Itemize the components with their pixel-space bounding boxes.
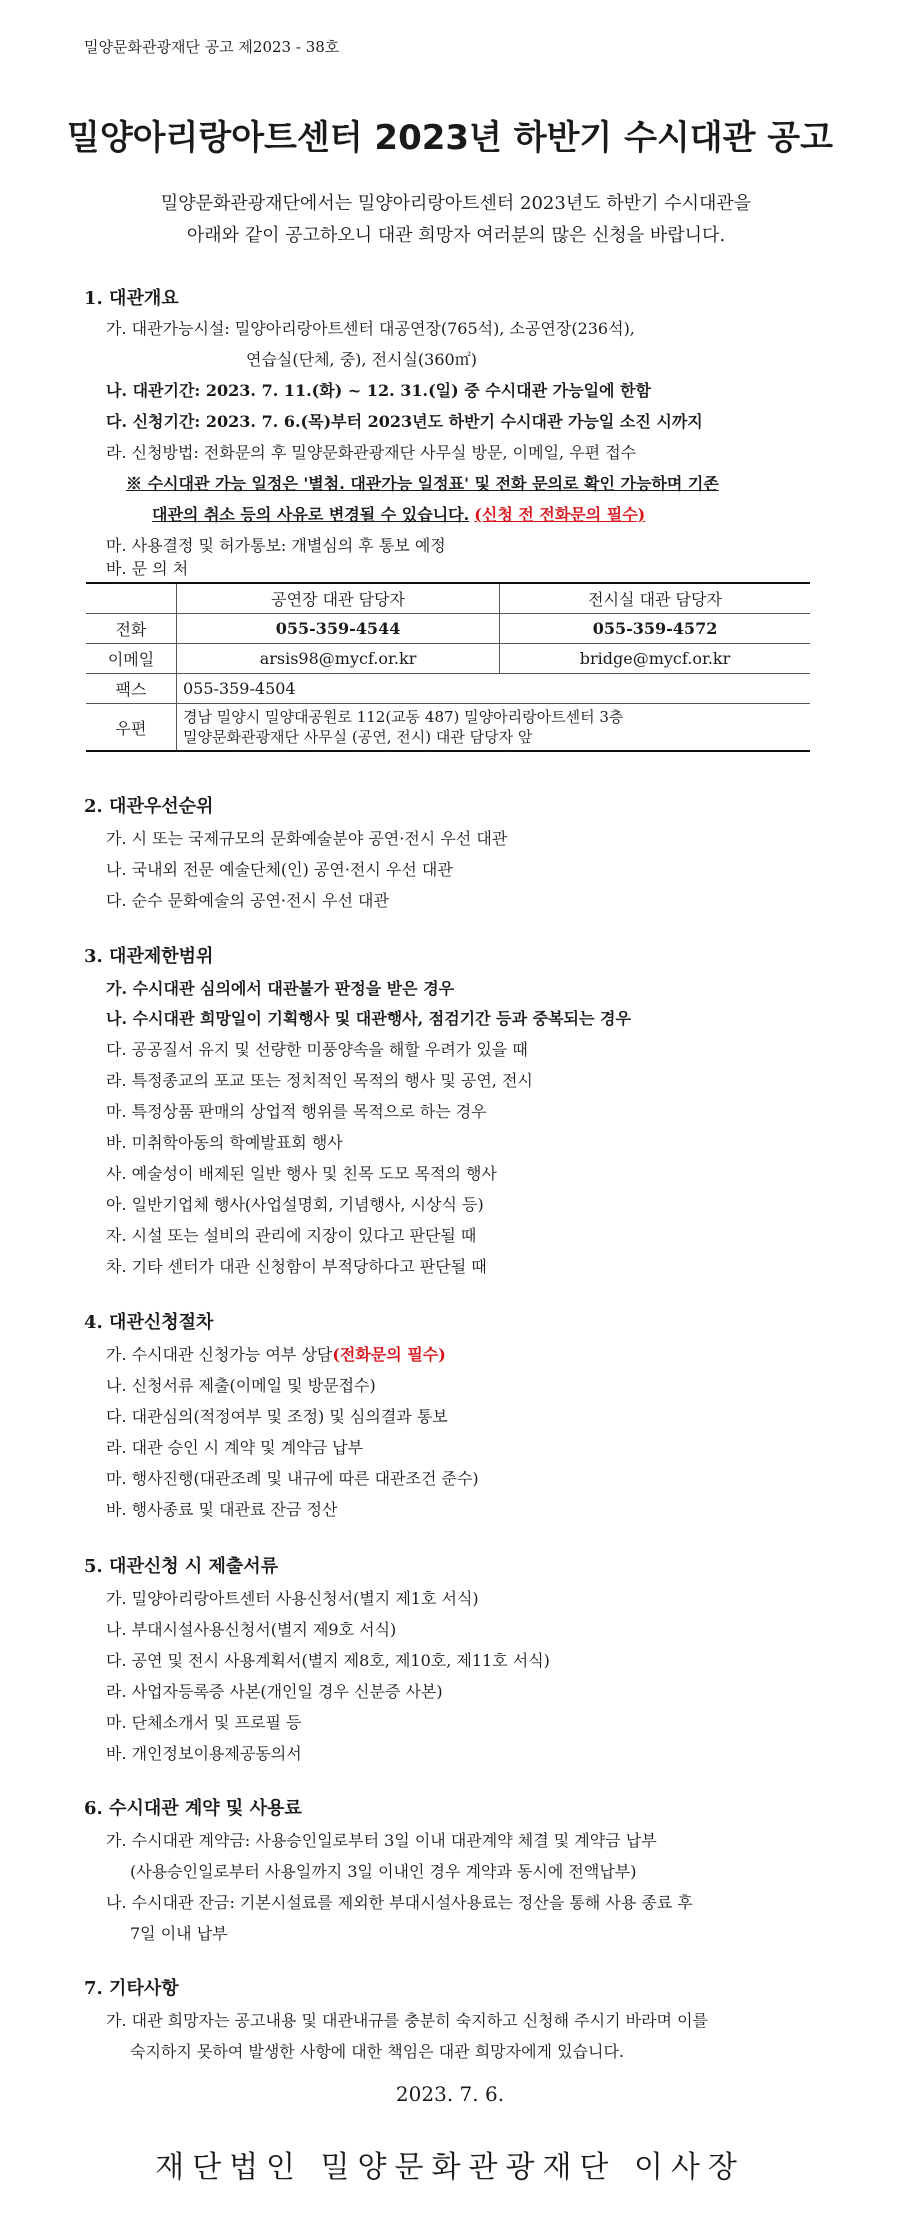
- s3-item: 마. 특정상품 판매의 상업적 행위를 목적으로 하는 경우: [106, 1102, 487, 1121]
- mail-address: [177, 704, 811, 752]
- section-5-heading: 5. 대관신청 시 제출서류: [84, 1556, 279, 1577]
- s5-item: 나. 부대시설사용신청서(별지 제9호 서식): [106, 1620, 397, 1639]
- s3-item: 아. 일반기업체 행사(사업설명회, 기념행사, 시상식 등): [106, 1195, 484, 1214]
- s7-item-ga-cont: 숙지하지 못하여 발생한 사항에 대한 책임은 대관 희망자에게 있습니다.: [130, 2042, 624, 2061]
- section-6-heading: 6. 수시대관 계약 및 사용료: [84, 1798, 302, 1819]
- email-exhibition: bridge@mycf.or.kr: [500, 644, 810, 674]
- s3-item: 가. 수시대관 심의에서 대관불가 판정을 받은 경우: [106, 979, 455, 998]
- s4-item-ga-required: (전화문의 필수): [332, 1345, 446, 1364]
- s1-item-da: 다. 신청기간: 2023. 7. 6.(목)부터 2023년도 하반기 수시대관 가능일 소진 시까지: [106, 412, 703, 431]
- s3-item: 라. 특정종교의 포교 또는 정치적인 목적의 행사 및 공연, 전시: [106, 1071, 533, 1090]
- table-header-row: [86, 583, 810, 614]
- contact-table: [86, 582, 810, 752]
- intro-line: 밀양문화관광재단에서는 밀양아리랑아트센터 2023년도 하반기 수시대관을: [160, 193, 752, 214]
- s6-item-na-cont: 7일 이내 납부: [130, 1924, 228, 1943]
- s1-item-ga: 가. 대관가능시설: 밀양아리랑아트센터 대공연장(765석), 소공연장(236석),: [106, 319, 635, 338]
- s3-item: 나. 수시대관 희망일이 기획행사 및 대관행사, 점검기간 등과 중복되는 경우: [106, 1009, 631, 1028]
- fax-label: 팩스: [86, 674, 177, 704]
- section-3-heading: 3. 대관제한범위: [84, 946, 214, 967]
- phone-label: 전화: [86, 614, 177, 644]
- phone-performance: 055-359-4544: [177, 614, 500, 644]
- page-title: 밀양아리랑아트센터 2023년 하반기 수시대관 공고: [66, 118, 833, 158]
- section-1-heading: 1. 대관개요: [84, 288, 179, 309]
- intro-paragraph: [96, 188, 816, 252]
- s5-item: 바. 개인정보이용제공동의서: [106, 1744, 302, 1763]
- s3-item: 다. 공공질서 유지 및 선량한 미풍양속을 해할 우려가 있을 때: [106, 1040, 528, 1059]
- s6-item-na: 나. 수시대관 잔금: 기본시설료를 제외한 부대시설사용료는 정산을 통해 사용 종료 후: [106, 1893, 693, 1912]
- s1-item-ra: 라. 신청방법: 전화문의 후 밀양문화관광재단 사무실 방문, 이메일, 우편 접수: [106, 443, 637, 462]
- s3-item: 바. 미취학아동의 학예발표회 행사: [106, 1133, 343, 1152]
- section-7-heading: 7. 기타사항: [84, 1978, 179, 1999]
- s1-item-ga-cont: 연습실(단체, 중), 전시실(360㎡): [246, 350, 477, 369]
- s5-item: 가. 밀양아리랑아트센터 사용신청서(별지 제1호 서식): [106, 1589, 479, 1608]
- section-2-heading: 2. 대관우선순위: [84, 796, 214, 817]
- s1-note-cont: [152, 502, 645, 525]
- s1-note-text: 대관의 취소 등의 사유로 변경될 수 있습니다.: [152, 505, 470, 524]
- email-performance: arsis98@mycf.or.kr: [177, 644, 500, 674]
- s4-item: 나. 신청서류 제출(이메일 및 방문접수): [106, 1376, 376, 1395]
- announcement-date: 2023. 7. 6.: [395, 2082, 505, 2106]
- table-header-performance: 공연장 대관 담당자: [177, 583, 500, 614]
- table-row: [86, 614, 810, 644]
- s1-item-na: 나. 대관기간: 2023. 7. 11.(화) ~ 12. 31.(일) 중 수시대관 가능일에 한함: [106, 381, 651, 400]
- document-number: 밀양문화관광재단 공고 제2023 - 38호: [84, 38, 340, 56]
- s4-item: 마. 행사진행(대관조례 및 내규에 따른 대관조건 준수): [106, 1469, 479, 1488]
- phone-exhibition: 055-359-4572: [500, 614, 810, 644]
- s4-item-ga-text: 가. 수시대관 신청가능 여부 상담: [106, 1345, 333, 1364]
- section-4-heading: 4. 대관신청절차: [84, 1312, 214, 1333]
- s1-note: ※ 수시대관 가능 일정은 '별첨. 대관가능 일정표' 및 전화 문의로 확인 가능하며 기존: [126, 474, 719, 493]
- fax-number: 055-359-4504: [177, 674, 811, 704]
- email-label: 이메일: [86, 644, 177, 674]
- s4-item: 라. 대관 승인 시 계약 및 계약금 납부: [106, 1438, 364, 1457]
- table-row: [86, 644, 810, 674]
- table-header-exhibition: 전시실 대관 담당자: [500, 583, 810, 614]
- table-corner-cell: [86, 583, 177, 614]
- s4-item: 바. 행사종료 및 대관료 잔금 정산: [106, 1500, 338, 1519]
- s4-item: 다. 대관심의(적정여부 및 조정) 및 심의결과 통보: [106, 1407, 448, 1426]
- s5-item: 마. 단체소개서 및 프로필 등: [106, 1713, 302, 1732]
- table-row: [86, 704, 810, 752]
- s5-item: 라. 사업자등록증 사본(개인일 경우 신분증 사본): [106, 1682, 443, 1701]
- mail-address-line: 밀양문화관광재단 사무실 (공연, 전시) 대관 담당자 앞: [183, 728, 533, 746]
- s3-item: 차. 기타 센터가 대관 신청함이 부적당하다고 판단될 때: [106, 1257, 487, 1276]
- table-row: [86, 674, 810, 704]
- s1-note-required: (신청 전 전화문의 필수): [474, 505, 646, 524]
- s7-item-ga: 가. 대관 희망자는 공고내용 및 대관내규를 충분히 숙지하고 신청해 주시기 바라며 이를: [106, 2011, 708, 2030]
- mail-label: 우편: [86, 704, 177, 752]
- s2-item: 가. 시 또는 국제규모의 문화예술분야 공연·전시 우선 대관: [106, 829, 508, 848]
- s6-item-ga-cont: (사용승인일로부터 사용일까지 3일 이내인 경우 계약과 동시에 전액납부): [130, 1862, 637, 1881]
- s3-item: 사. 예술성이 배제된 일반 행사 및 친목 도모 목적의 행사: [106, 1164, 497, 1183]
- issuer-signature-line: 재단법인 밀양문화관광재단 이사장: [155, 2150, 745, 2185]
- s2-item: 다. 순수 문화예술의 공연·전시 우선 대관: [106, 891, 389, 910]
- s3-item: 자. 시설 또는 설비의 관리에 지장이 있다고 판단될 때: [106, 1226, 477, 1245]
- s5-item: 다. 공연 및 전시 사용계획서(별지 제8호, 제10호, 제11호 서식): [106, 1651, 550, 1670]
- intro-line: 아래와 같이 공고하오니 대관 희망자 여러분의 많은 신청을 바랍니다.: [186, 225, 726, 246]
- s2-item: 나. 국내외 전문 예술단체(인) 공연·전시 우선 대관: [106, 860, 453, 879]
- s1-item-ma: 마. 사용결정 및 허가통보: 개별심의 후 통보 예정: [106, 536, 446, 555]
- s6-item-ga: 가. 수시대관 계약금: 사용승인일로부터 3일 이내 대관계약 체결 및 계약금 납부: [106, 1831, 657, 1850]
- s1-item-ba: 바. 문 의 처: [106, 559, 189, 578]
- mail-address-line: 경남 밀양시 밀양대공원로 112(교동 487) 밀양아리랑아트센터 3층: [183, 708, 624, 726]
- s4-item-ga: [106, 1342, 446, 1365]
